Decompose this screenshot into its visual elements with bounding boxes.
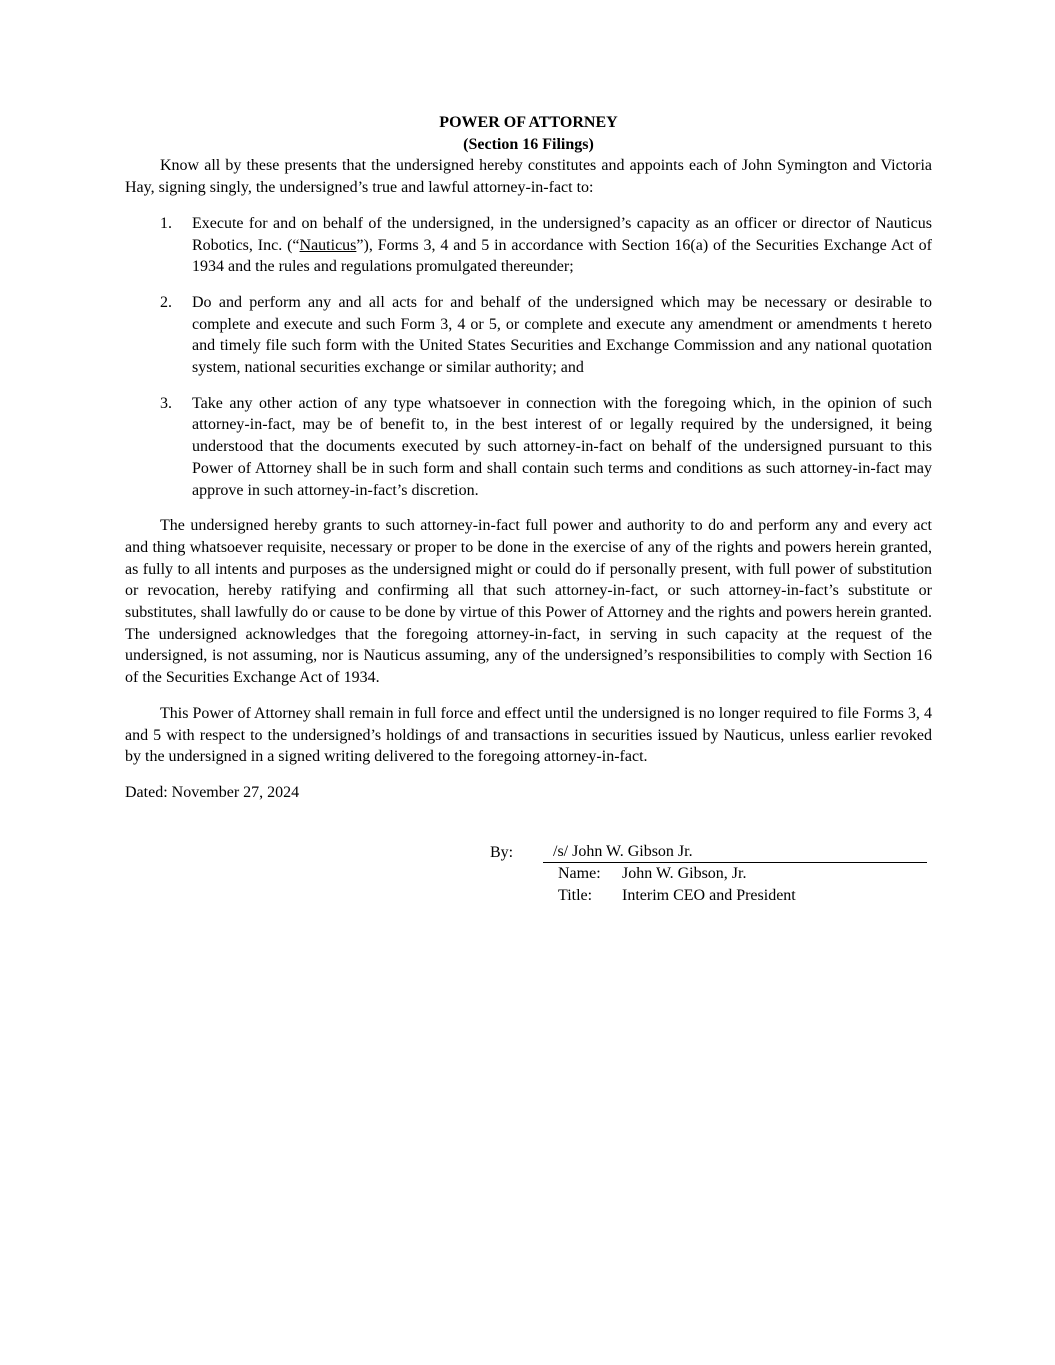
title-label: Title: (558, 887, 593, 905)
list-item-1-text (192, 215, 932, 275)
list-item-3 (125, 393, 932, 502)
list-item-1-text-before: Execute for and on behalf of the undersigned, in the undersigned’s capacity as an officer or director of Nauticus Robotics, Inc. (“ (192, 214, 932, 254)
list-item-2 (125, 292, 932, 379)
list-item-2-number: 2. (160, 293, 172, 311)
name-value: John W. Gibson, Jr. (622, 865, 747, 883)
signature-line: /s/ John W. Gibson Jr. (543, 841, 927, 864)
grant-paragraph: The undersigned hereby grants to such attorney-in-fact full power and authority to do and perform any and every act and thing whatsoever requisite, necessary or proper to be done in the exercise of any of the rights and powers herein granted, as fully to all intents and purposes as the undersigned might or could do if personally present, with full power of substitution or revocation, hereby ratifying and confirming all that such attorney-in-fact, or such attorney-in-fact’s substitute or substitutes, shall lawfully do or cause to be done by virtue of this Power of Attorney and the rights and powers herein granted. The undersigned acknowledges that the foregoing attorney-in-fact, in serving in such capacity at the request of the undersigned, is not assuming, nor is Nauticus assuming, any of the undersigned’s responsibilities to comply with Section 16 of the Securities Exchange Act of 1934. (125, 517, 932, 687)
signature-row-title (490, 885, 932, 907)
title-value: Interim CEO and President (622, 887, 796, 905)
document-title-block (125, 112, 932, 155)
dated-line: Dated: November 27, 2024 (125, 783, 300, 801)
name-row (543, 863, 927, 885)
title-row (543, 885, 927, 907)
duration-paragraph: This Power of Attorney shall remain in full force and effect until the undersigned is no longer required to file Forms 3, 4 and 5 with respect to the undersigned’s holdings of and transactions in securities issued by Nauticus, unless earlier revoked by the undersigned in a signed writing delivered to the foregoing attorney-in-fact. (125, 704, 932, 766)
list-item-1-underlined-term: Nauticus (299, 236, 357, 254)
signature-row-by (490, 841, 932, 864)
intro-paragraph: Know all by these presents that the undersigned hereby constitutes and appoints each of John Symington and Victoria Hay, signing singly, the undersigned’s true and lawful attorney-in-fact to: (125, 157, 932, 197)
signature-row-name (490, 863, 932, 885)
by-label: By: (490, 843, 514, 861)
name-label: Name: (558, 865, 601, 883)
list-item-1-number: 1. (160, 214, 172, 232)
signature-block (490, 841, 932, 907)
list-item-3-text: Take any other action of any type whatsoever in connection with the foregoing which, in the opinion of such attorney-in-fact, may be of benefit to, in the best interest of or legally required by the undersigned, it being understood that the documents executed by such attorney-in-fact on behalf of the undersigned pursuant to this Power of Attorney shall be in such form and shall contain such terms and conditions as such attorney-in-fact may approve in such attorney-in-fact’s discretion. (192, 394, 932, 499)
list-item-1-text-after: ”), Forms 3, 4 and 5 in accordance with Section 16(a) of the Securities Exchange Act of 1934 and the rules and regulations promulgated thereunder; (192, 236, 933, 276)
list-item-3-number: 3. (160, 394, 172, 412)
list-item-1 (125, 213, 932, 278)
document-title: POWER OF ATTORNEY (439, 114, 618, 131)
document-subtitle: (Section 16 Filings) (463, 135, 594, 153)
list-item-2-text: Do and perform any and all acts for and behalf of the undersigned which may be necessary or desirable to complete and execute and such Form 3, 4 or 5, or complete and execute any amendment or amendments t hereto and timely file such form with the United States Securities and Exchange Commission and any national quotation system, national securities exchange or similar authority; and (192, 293, 932, 377)
